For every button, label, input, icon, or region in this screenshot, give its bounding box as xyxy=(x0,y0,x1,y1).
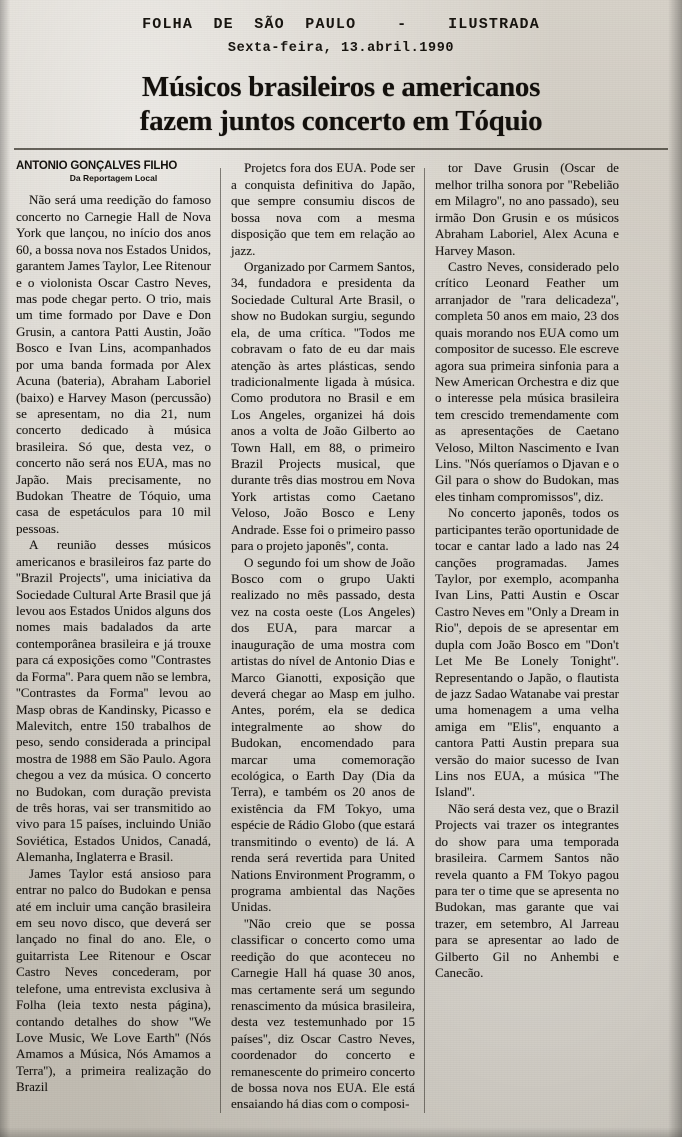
paragraph: O segundo foi um show de João Bosco com o grupo Uakti realizado no mês passado, desta vez na costa oeste (Los Angeles) dos EUA, para marcar a inauguração de uma mostra com artistas do nível de Antonio Dias e Marco Gianotti, exposição que deverá chegar ao Masp em julho. Antes, porém, ela se dedica integralmente ao show do Budokan, encomendado para marcar uma comemoração ecológica, o Earth Day (Dia da Terra), e também os 20 anos de existência da FM Tokyo, uma espécie de Rádio Globo (que estará transmitindo o evento) de lá. A renda será revertida para United Nations Environment Programm, o programa ambiental das Nações Unidas. xyxy=(231,554,415,915)
paragraph: Castro Neves, considerado pelo crítico Leonard Feather um arranjador de ''rara delicadeza'', completa 50 anos em maio, 23 dos quais morando nos EUA como um compositor de sucesso. Ele escreve agora sua primeira sinfonia para a New American Orchestra e diz que o interesse pela música brasileira tem crescido tremendamente com as apresentações de Caetano Veloso, Milton Nascimento e Ivan Lins. ''Nós queríamos o Djavan e o Gil para o show do Budokan, mas eles tinham compromissos'', diz. xyxy=(435,258,619,504)
paragraph: Projetcs fora dos EUA. Pode ser a conquista definitiva do Japão, que sempre consumiu discos de bossa nova com a mesma disposição que tem em relação ao jazz. xyxy=(231,160,415,258)
paragraph: Não será desta vez, que o Brazil Projects vai trazer os integrantes do show para uma temporada brasileira. Carmem Santos não revela quanto a FM Tokyo pagou para ter o time que se apresenta no Budokan, mas garante que vai trazer, em setembro, Al Jarreau para se apresentar ao lado de Gilberto Gil no Anhembi e Canecão. xyxy=(435,800,619,981)
paragraph: Não será uma reedição do famoso concerto no Carnegie Hall de Nova York que lançou, no início dos anos 60, a bossa nova nos Estados Unidos, garantem James Taylor, Lee Ritenour e o violonista Oscar Castro Neves, mas pode chegar perto. O trio, mais um time formado por Dave e Don Grusin, a cantora Patti Austin, João Bosco e Ivan Lins, acompanhados por uma banda formada por Alex Acuna (bateria), Abraham Laboriel (baixo) e Harvey Mason (percussão) se apresentam, no dia 21, num concerto dedicado à música brasileira. Só que, desta vez, o concerto não será nos EUA, mas no Japão. Mais precisamente, no Budokan Theatre de Tóquio, uma casa de espetáculos para 10 mil pessoas. xyxy=(16,192,211,536)
page-edge-shadow-right xyxy=(668,0,682,1137)
page-edge-shadow-left xyxy=(0,0,10,1137)
article-column-1 xyxy=(16,160,220,1112)
headline-line-1: Músicos brasileiros e americanos xyxy=(141,71,541,103)
paragraph: Organizado por Carmem Santos, 34, fundadora e presidenta da Sociedade Cultural Arte Brasil, o show no Budokan surgiu, segundo ela, de uma crítica. ''Todos me cobravam o fato de eu dar mais atenção às artes plásticas, sendo tradicionalmente ligada à música. Como produtora no Brasil e em Los Angeles, organizei há dois anos a volta de João Gilberto ao Town Hall, em 88, o primeiro Brazil Projects musical, que durante três dias mostrou em Nova York artistas como Caetano Veloso, João Bosco e Leny Andrade. Esse foi o primeiro passo para o projeto japonês'', conta. xyxy=(231,258,415,554)
byline-source: Da Reportagem Local xyxy=(69,173,158,184)
paragraph: tor Dave Grusin (Oscar de melhor trilha sonora por ''Rebelião em Milagro'', no ano passado), seu irmão Don Grusin e os músicos Abraham Laboriel, Alex Acuna e Harvey Mason. xyxy=(435,160,619,258)
page-edge-shadow-bottom xyxy=(0,1127,682,1137)
article-column-3 xyxy=(424,160,628,1112)
page-title xyxy=(18,70,664,138)
headline-divider xyxy=(14,148,668,150)
publication-title: FOLHA DE SÃO PAULO - ILUSTRADA xyxy=(142,16,540,33)
article-column-2 xyxy=(220,160,424,1112)
issue-date: Sexta-feira, 13.abril.1990 xyxy=(227,41,455,56)
paragraph: A reunião desses músicos americanos e brasileiros faz parte do ''Brazil Projects'', uma iniciativa da Sociedade Cultural Arte Brasil que já levou aos Estados Unidos alguns dos nomes mais badalados da arte contemporânea brasileira e já trouxe para cá exposições como ''Contrastes da Forma''. Para quem não se lembra, ''Contrastes da Forma'' levou ao Masp obras de Kandinsky, Picasso e Malevitch, entre 150 trabalhos de peso, sendo considerada a principal mostra de 1988 em São Paulo. Agora chegou a vez da música. O concerto no Budokan, com duração prevista de três horas, vai ser transmitido ao vivo para 15 países, incluindo União Soviética, Estados Unidos, Canadá, Alemanha, Inglaterra e Brasil. xyxy=(16,537,211,865)
byline-author: ANTONIO GONÇALVES FILHO xyxy=(16,160,178,173)
paragraph: ''Não creio que se possa classificar o concerto como uma reedição do que aconteceu no Carnegie Hall há quase 30 anos, mas certamente será um segundo renascimento da música brasileira, desta vez testemunhado por 15 países'', diz Oscar Castro Neves, coordenador do concerto e remanescente do primeiro concerto de bossa nova nos EUA. Ele está ensaiando há dias com o composi- xyxy=(231,915,415,1112)
column-divider xyxy=(424,168,425,1112)
column-divider xyxy=(220,168,221,1112)
paragraph: No concerto japonês, todos os participantes terão oportunidade de tocar e cantar lado a lado nas 24 canções programadas. James Taylor, por exemplo, acompanha Ivan Lins, Patti Austin e Oscar Castro Neves em ''Only a Dream in Rio'', depois de se apresentar em dupla com João Bosco em ''Don't Let Me Be Lonely Tonight''. Representando o Japão, o flautista de jazz Sadao Watanabe vai prestar uma homenagem a uma velha amiga em ''Elis'', enquanto a cantora Patti Austin prepara sua versão do maior sucesso de Ivan Lins nos EUA, a música ''The Island''. xyxy=(435,505,619,800)
paragraph: James Taylor está ansioso para entrar no palco do Budokan e pensa até em incluir uma canção brasileira em seu novo disco, que deverá ser lançado no final do ano. Ele, o guitarrista Lee Ritenour e Oscar Castro Neves concederam, por telefone, uma entrevista exclusiva à Folha (leia texto nesta página), contando detalhes do show ''We Love Music, We Love Earth'' (Nós Amamos a Música, Nós Amamos a Terra''), a primeira realização do Brazil xyxy=(16,865,211,1095)
article-columns xyxy=(16,160,670,1112)
masthead xyxy=(0,0,682,56)
headline-line-2: fazem juntos concerto em Tóquio xyxy=(139,105,543,138)
